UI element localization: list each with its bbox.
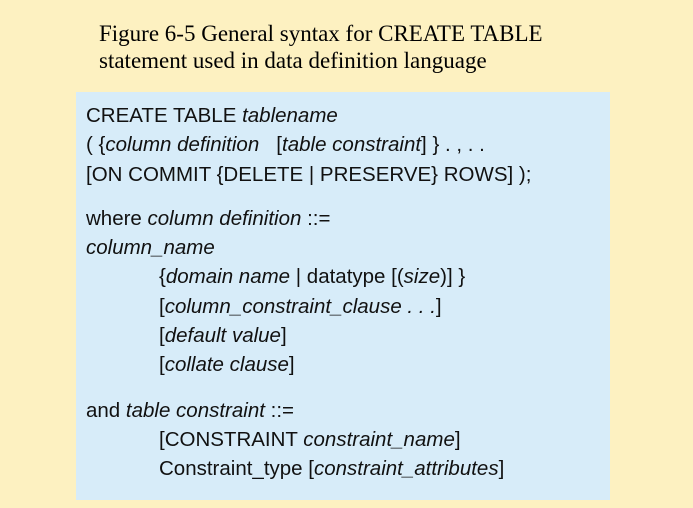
syntax-line-domain <box>86 262 531 291</box>
syntax-text: ] <box>288 353 295 377</box>
syntax-text: Constraint_type [ <box>159 457 314 481</box>
syntax-line-and-table-constraint <box>86 396 531 425</box>
syntax-line-column-constraint <box>86 292 531 321</box>
keyword-constraint: [CONSTRAINT <box>159 427 304 451</box>
syntax-text: { <box>159 265 166 289</box>
syntax-line-where <box>86 204 531 233</box>
syntax-text: ] <box>435 294 442 318</box>
syntax-text: ( { <box>86 133 106 157</box>
syntax-line-collate-clause <box>86 350 531 379</box>
placeholder-constraint-attributes: constraint_attributes <box>313 457 499 481</box>
figure-caption <box>99 20 659 74</box>
syntax-text: ] <box>454 427 461 451</box>
placeholder-column-constraint-clause: column_constraint_clause . . . <box>164 294 436 318</box>
placeholder-tablename: tablename <box>242 104 338 127</box>
placeholder-domain-name: domain name <box>165 265 291 289</box>
placeholder-column-definition: column definition <box>147 206 302 230</box>
caption-line-1: Figure 6-5 General syntax for CREATE TABLE <box>99 21 543 46</box>
placeholder-column-definition: column definition <box>105 133 260 157</box>
syntax-text: | datatype [( <box>290 265 404 289</box>
placeholder-column-name: column_name <box>86 236 215 260</box>
syntax-line-constraint-type <box>86 454 531 483</box>
syntax-text: ] <box>498 457 505 481</box>
placeholder-collate-clause: collate clause <box>164 353 289 377</box>
placeholder-constraint-name: constraint_name <box>303 427 455 451</box>
keyword-where: where <box>86 206 148 230</box>
syntax-line-column-name <box>86 233 531 262</box>
placeholder-table-constraint: table constraint <box>282 133 422 157</box>
syntax-line-column-definition <box>86 130 531 159</box>
spacer <box>86 189 531 204</box>
syntax-box <box>76 92 610 500</box>
syntax-code-block <box>86 101 531 484</box>
caption-line-2: statement used in data definition language <box>99 48 487 73</box>
placeholder-table-constraint: table constraint <box>125 398 265 422</box>
keyword-and: and <box>86 398 126 422</box>
placeholder-size: size <box>403 265 441 289</box>
syntax-text: [ <box>159 324 165 348</box>
syntax-line-default-value <box>86 321 531 350</box>
placeholder-default-value: default value <box>164 324 281 348</box>
syntax-text: [ <box>259 133 283 157</box>
syntax-text: ::= <box>264 398 294 422</box>
syntax-text: ] <box>280 324 287 348</box>
spacer <box>86 380 531 396</box>
syntax-text: ] } . , . . <box>421 133 485 157</box>
syntax-text: [ <box>159 294 165 318</box>
syntax-line-on-commit: [ON COMMIT {DELETE | PRESERVE} ROWS] ); <box>86 162 532 186</box>
syntax-text: ::= <box>301 206 331 230</box>
syntax-text: )] } <box>440 265 466 289</box>
syntax-line-constraint-name <box>86 425 531 454</box>
syntax-line-create-table <box>86 101 531 130</box>
syntax-text: [ <box>159 353 165 377</box>
keyword-create-table: CREATE TABLE <box>86 104 243 127</box>
